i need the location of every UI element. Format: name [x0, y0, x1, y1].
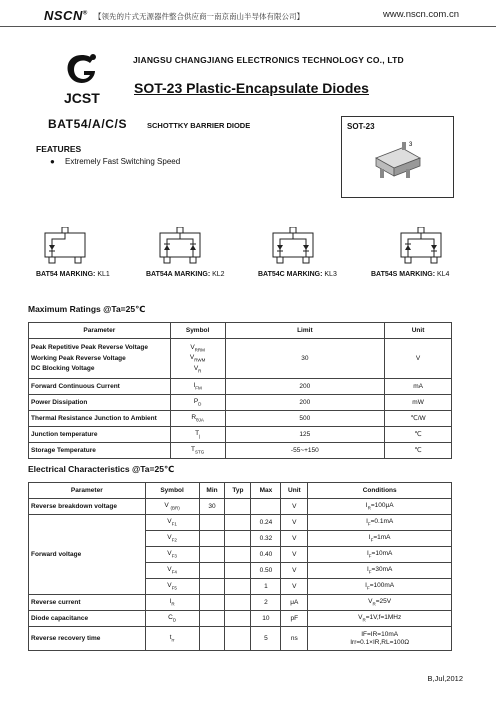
header-tagline: 【领先的片式无源器件整合供应商一南京南山半导体有限公司】	[94, 12, 304, 21]
table-header-row: Parameter Symbol Min Typ Max Unit Conditions	[29, 483, 452, 499]
table-row: Diode capacitance $C_D$ 10 pF $V_R=1V,f=1MHz$	[29, 611, 452, 627]
max-ratings-heading: Maximum Ratings @Ta=25℃	[28, 304, 146, 314]
table-row: Forward voltage $V_{F1}$ 0.24 V $I_F=0.1mA$	[29, 515, 452, 531]
company-name: JIANGSU CHANGJIANG ELECTRONICS TECHNOLOGY CO., LTD	[133, 55, 404, 65]
bat54a-pinout-diagram	[155, 227, 205, 265]
header-url[interactable]: www.nscn.com.cn	[383, 9, 460, 20]
marking-bat54: BAT54 MARKING: KL1	[36, 271, 110, 278]
jcst-logo-icon	[62, 51, 102, 89]
bat54c-pinout-diagram	[268, 227, 318, 265]
header-divider	[0, 26, 496, 27]
revision-date: B,Jul,2012	[427, 674, 463, 683]
table-row: $V_{F4}$ 0.50 V $I_F=30mA$	[29, 563, 452, 579]
document-title: SOT-23 Plastic-Encapsulate Diodes	[134, 80, 369, 96]
table-row: Storage Temperature $T_{STG}$ -55~+150 ℃	[29, 443, 452, 459]
table-row: Forward Continuous Current $I_{FM}$ 200 mA	[29, 379, 452, 395]
table-header-row: Parameter Symbol Limit Unit	[29, 323, 452, 339]
table-row: Thermal Resistance Junction to Ambient $R_{\theta JA}$ 500 ℃/W	[29, 411, 452, 427]
table-row: $V_{F5}$ 1 V $I_F=100mA$	[29, 579, 452, 595]
package-pin-label: 3	[409, 142, 413, 148]
elec-char-table	[28, 482, 452, 651]
marking-bat54s: BAT54S MARKING: KL4	[371, 271, 450, 278]
table-row: Junction temperature $T_j$ 125 ℃	[29, 427, 452, 443]
feature-item: Extremely Fast Switching Speed	[65, 157, 181, 166]
elec-char-heading: Electrical Characteristics @Ta=25℃	[28, 464, 175, 474]
nscn-logo: NSCN®	[44, 8, 88, 23]
table-row: $V_{F3}$ 0.40 V $I_F=10mA$	[29, 547, 452, 563]
table-row: Reverse breakdown voltage V $_{(BR)}$ 30 V $I_R=100\mu A$	[29, 499, 452, 515]
table-row: Peak Repetitive Peak Reverse Voltage Working Peak Reverse Voltage DC Blocking Voltage $V_{RRM}$ $V_{RWM}$ $V_R$ 30 V	[29, 339, 452, 379]
bat54s-pinout-diagram	[396, 227, 446, 265]
max-ratings-table	[28, 322, 452, 459]
package-label: SOT-23	[347, 122, 375, 131]
bullet-icon: ●	[50, 157, 55, 166]
marking-bat54a: BAT54A MARKING: KL2	[146, 271, 225, 278]
table-row: Reverse recovery time $t_{rr}$ 5 ns IF=IR=10mA Irr=0.1×IR,RL=100Ω	[29, 627, 452, 651]
bat54-pinout-diagram	[40, 227, 90, 265]
sot23-package-image	[368, 136, 428, 191]
table-row: Reverse current $I_R$ 2 μA $V_R=25V$	[29, 595, 452, 611]
marking-bat54c: BAT54C MARKING: KL3	[258, 271, 337, 278]
table-row: $V_{F2}$ 0.32 V $I_F=1mA$	[29, 531, 452, 547]
part-description: SCHOTTKY BARRIER DIODE	[147, 121, 251, 130]
table-row: Power Dissipation $P_D$ 200 mW	[29, 395, 452, 411]
part-number: BAT54/A/C/S	[48, 117, 128, 131]
jcst-logo-text: JCST	[64, 90, 100, 106]
features-heading: FEATURES	[36, 144, 82, 154]
